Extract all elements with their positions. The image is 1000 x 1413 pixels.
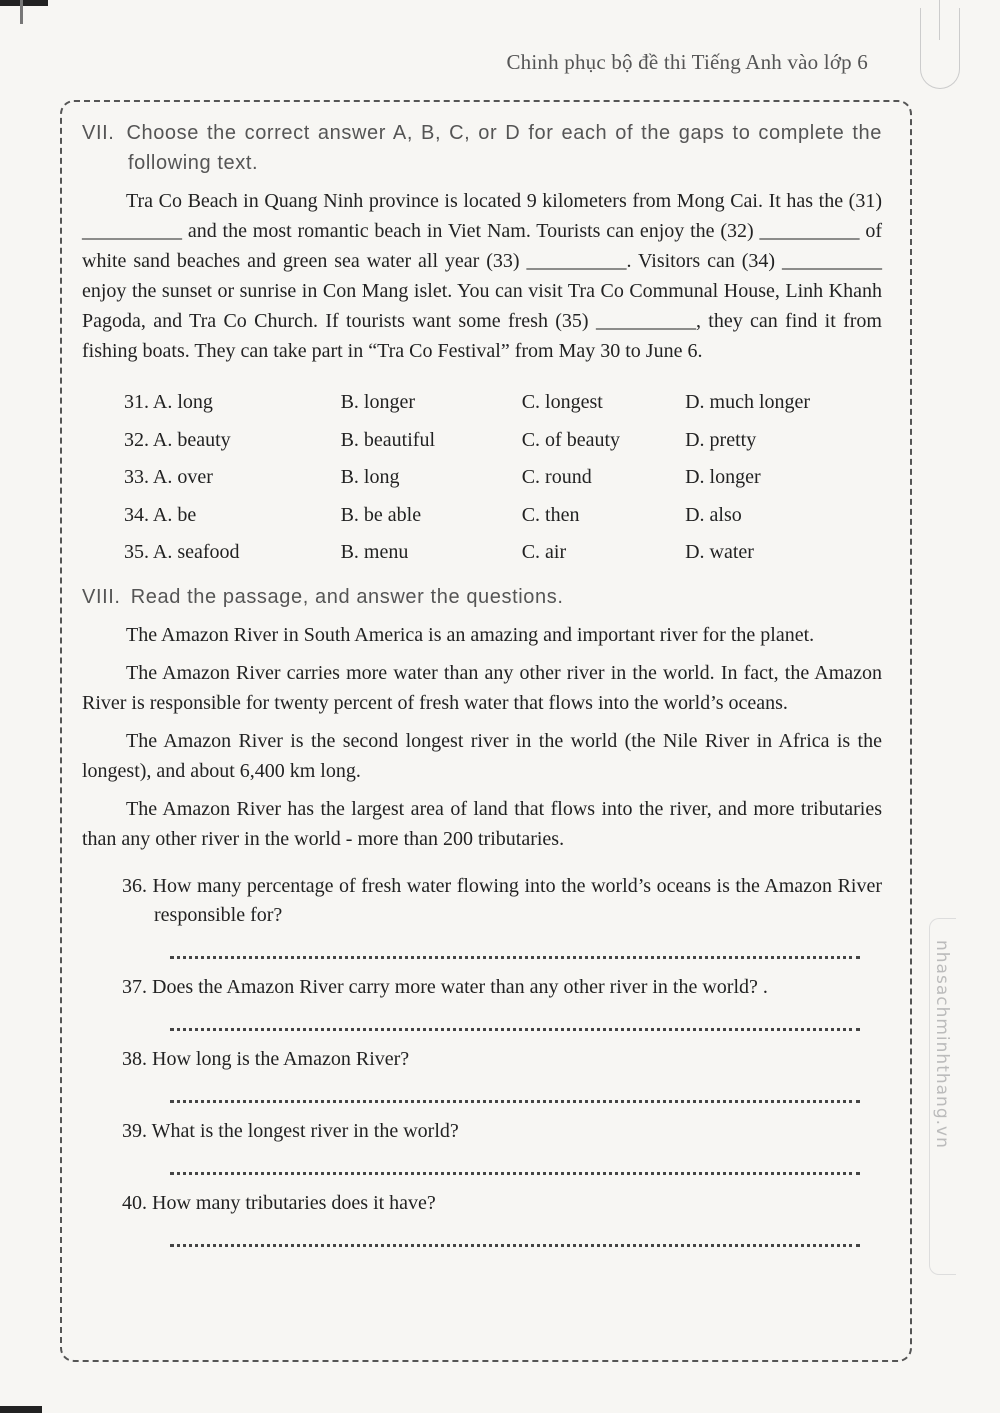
option-b[interactable]: B. be able xyxy=(340,503,422,526)
section-7-heading xyxy=(82,118,882,178)
gap-35[interactable]: __________ xyxy=(595,310,696,332)
gap-34[interactable]: __________ xyxy=(782,250,882,272)
question-list xyxy=(82,872,882,1247)
scan-corner-mark xyxy=(0,0,48,6)
question-38 xyxy=(82,1045,882,1103)
option-c[interactable]: C. longest xyxy=(521,391,603,414)
section-8-passage xyxy=(82,620,882,854)
option-d[interactable]: D. longer xyxy=(685,466,761,489)
gap-31[interactable]: __________ xyxy=(82,220,182,242)
scan-corner-mark xyxy=(0,1406,42,1413)
answer-line[interactable] xyxy=(170,1084,860,1103)
passage-text: . Visitors can (34) xyxy=(626,250,782,272)
answer-line[interactable] xyxy=(170,1012,860,1031)
option-d[interactable]: D. also xyxy=(685,503,742,526)
question-text: 40. How many tributaries does it have? xyxy=(122,1191,436,1214)
passage-paragraph: The Amazon River is the second longest river in the world (the Nile River in Africa is the longest), and about 6,400 km long. xyxy=(82,729,882,782)
page-tab-decoration xyxy=(920,8,960,89)
question-text: 39. What is the longest river in the world? xyxy=(122,1119,459,1142)
question-text: 37. Does the Amazon River carry more water than any other river in the world? . xyxy=(122,975,768,998)
options-row-33 xyxy=(124,459,882,497)
section-7-number: VII. xyxy=(82,122,115,144)
option-d[interactable]: D. pretty xyxy=(685,428,757,451)
publisher-watermark: nhasachminhthang.vn xyxy=(932,940,952,1149)
option-a[interactable]: 32. A. beauty xyxy=(124,428,231,451)
answer-line[interactable] xyxy=(170,1156,860,1175)
option-b[interactable]: B. longer xyxy=(340,391,416,414)
passage-text: , they can find it from fishing boats. They can take part in “Tra Co Festival” from May 30 to June 6. xyxy=(82,310,882,362)
section-7-instruction: Choose the correct answer A, B, C, or D for each of the gaps to complete the following text. xyxy=(126,122,882,174)
answer-line[interactable] xyxy=(170,1228,860,1247)
option-a[interactable]: 31. A. long xyxy=(124,391,213,414)
option-d[interactable]: D. much longer xyxy=(685,391,811,414)
passage-paragraph: The Amazon River carries more water than any other river in the world. In fact, the Amazon River is responsible for twenty percent of fresh water that flows into the world’s oceans. xyxy=(82,661,882,714)
section-7-passage xyxy=(82,186,882,366)
page-tab-decoration xyxy=(939,0,940,40)
passage-text: Tra Co Beach in Quang Ninh province is located 9 kilometers from Mong Cai. It has the (31) xyxy=(126,190,882,212)
passage-paragraph: The Amazon River has the largest area of land that flows into the river, and more tributaries than any other river in the world - more than 200 tributaries. xyxy=(82,797,882,850)
section-8-number: VIII. xyxy=(82,585,121,608)
option-c[interactable]: C. air xyxy=(521,541,567,564)
question-40 xyxy=(82,1189,882,1247)
option-b[interactable]: B. beautiful xyxy=(340,428,436,451)
passage-text: enjoy the sunset or sunrise in Con Mang islet. You can visit Tra Co Communal House, Linh Khanh Pagoda, and Tra Co Church. If tourists want some fresh (35) xyxy=(82,280,882,332)
options-row-32 xyxy=(124,422,882,460)
passage-text: and the most romantic beach in Viet Nam. Tourists can enjoy the (32) xyxy=(182,220,760,242)
passage-text: of white sand beaches and green sea water all year (33) xyxy=(82,220,882,272)
options-row-34 xyxy=(124,497,882,535)
gap-32[interactable]: __________ xyxy=(759,220,860,242)
options-row-35 xyxy=(124,534,882,572)
option-a[interactable]: 33. A. over xyxy=(124,466,213,489)
answer-line[interactable] xyxy=(170,940,860,959)
options-row-31 xyxy=(124,384,882,422)
option-a[interactable]: 35. A. seafood xyxy=(124,541,240,564)
question-39 xyxy=(82,1117,882,1175)
question-text: 36. How many percentage of fresh water flowing into the world’s oceans is the Amazon River responsible for? xyxy=(122,874,882,926)
option-b[interactable]: B. menu xyxy=(340,541,409,564)
option-d[interactable]: D. water xyxy=(685,541,754,564)
answer-options xyxy=(124,384,882,572)
book-title-header: Chinh phục bộ đề thi Tiếng Anh vào lớp 6 xyxy=(506,50,868,74)
section-8-instruction: Read the passage, and answer the questions. xyxy=(130,585,564,608)
option-b[interactable]: B. long xyxy=(340,466,400,489)
option-a[interactable]: 34. A. be xyxy=(124,503,197,526)
option-c[interactable]: C. round xyxy=(521,466,592,489)
question-36 xyxy=(82,872,882,959)
section-8-heading xyxy=(82,582,882,612)
option-c[interactable]: C. of beauty xyxy=(521,428,621,451)
passage-paragraph: The Amazon River in South America is an amazing and important river for the planet. xyxy=(126,623,815,646)
option-c[interactable]: C. then xyxy=(521,503,580,526)
scan-corner-mark xyxy=(20,0,23,24)
gap-33[interactable]: __________ xyxy=(526,250,627,272)
worksheet-content xyxy=(82,118,882,1261)
question-text: 38. How long is the Amazon River? xyxy=(122,1047,410,1070)
question-37 xyxy=(82,973,882,1031)
